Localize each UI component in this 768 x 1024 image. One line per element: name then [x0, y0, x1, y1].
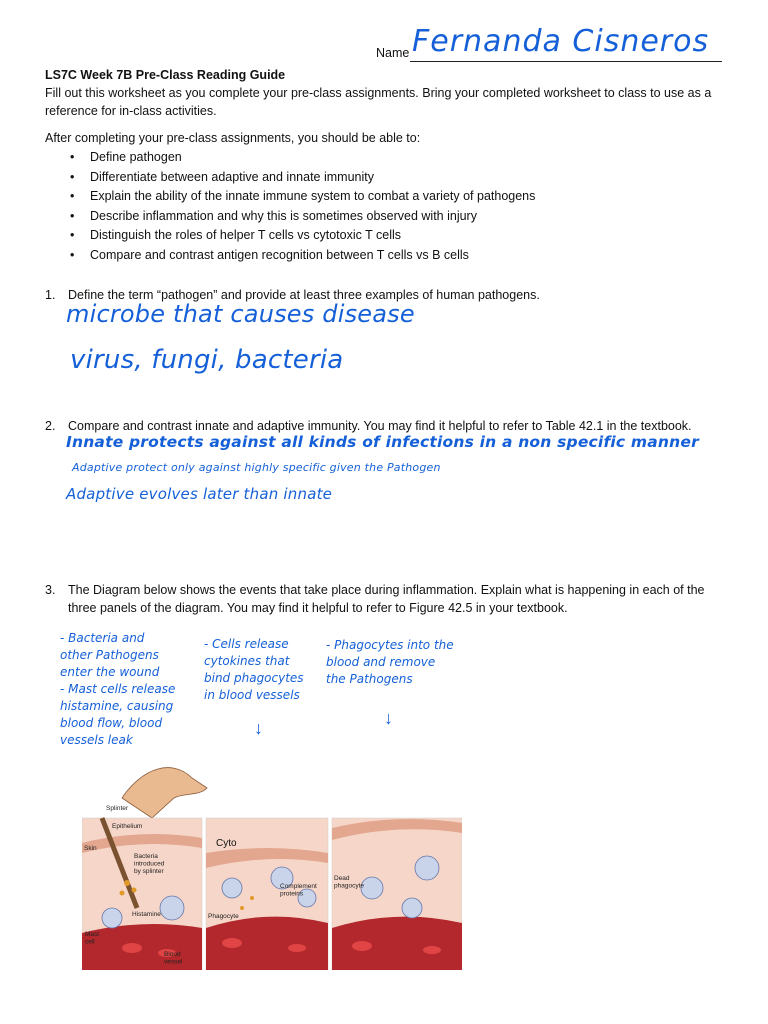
question-number: 1. — [45, 288, 56, 302]
label-complement: Complement proteins — [280, 883, 317, 898]
worksheet-title: LS7C Week 7B Pre-Class Reading Guide — [45, 68, 286, 82]
objectives-intro: After completing your pre-class assignments, you should be able to: — [45, 131, 421, 145]
label-cyto: Cyto — [216, 838, 237, 849]
question-text: Define the term “pathogen” and provide at least three examples of human pathogens. — [68, 288, 540, 302]
label-mast-cell: Mast cell — [85, 931, 100, 946]
label-blood-vessel: Blood vessel — [164, 951, 183, 966]
panel-1 — [82, 818, 202, 970]
answer-2-line-2[interactable]: Adaptive protect only against highly specific given the Pathogen — [72, 461, 441, 474]
question-number: 2. — [45, 419, 56, 433]
down-arrow-icon: ↓ — [384, 708, 393, 728]
answer-2-line-1[interactable]: Innate protects against all kinds of infections in a non specific manner — [66, 433, 699, 451]
label-epithelium: Epithelium — [112, 823, 143, 830]
intro-text: Fill out this worksheet as you complete your pre-class assignments. Bring your completed worksheet to class to use as a reference for in-class activities. — [45, 86, 712, 118]
objective-item: • Explain the ability of the innate immune system to combat a variety of pathogens — [70, 187, 535, 207]
objective-item: • Distinguish the roles of helper T cells vs cytotoxic T cells — [70, 226, 535, 246]
objective-item: • Compare and contrast antigen recognition between T cells vs B cells — [70, 246, 535, 266]
label-histamine: Histamine — [132, 911, 161, 918]
objective-item: • Describe inflammation and why this is sometimes observed with injury — [70, 207, 535, 227]
answer-2-line-3[interactable]: Adaptive evolves later than innate — [66, 485, 333, 503]
label-dead-phagocyte: Dead phagocyte — [334, 875, 364, 890]
answer-3-panel-3[interactable]: - Phagocytes into the blood and remove the Pathogens — [326, 638, 454, 686]
panel-3 — [332, 818, 462, 970]
label-splinter: Splinter — [106, 805, 129, 812]
inflammation-diagram — [82, 758, 462, 970]
objectives-list — [70, 148, 535, 266]
objective-item: • Differentiate between adaptive and innate immunity — [70, 168, 535, 188]
question-number: 3. — [45, 583, 56, 597]
answer-1-line-2[interactable]: virus, fungi, bacteria — [70, 345, 344, 375]
answer-3-panel-2[interactable]: - Cells release cytokines that bind phagocytes in blood vessels — [204, 637, 304, 702]
answer-1-line-1[interactable]: microbe that causes disease — [66, 300, 415, 328]
down-arrow-icon: ↓ — [254, 718, 263, 738]
hand-icon — [122, 768, 207, 818]
label-phagocyte: Phagocyte — [208, 913, 239, 920]
name-line — [410, 61, 722, 62]
question-text: The Diagram below shows the events that take place during inflammation. Explain what is happening in each of the three panels of the diagram. You may find it helpful to refer to Figure 42.5 in your textbook. — [68, 583, 705, 615]
student-name[interactable]: Fernanda Cisneros — [412, 24, 710, 59]
label-skin: Skin — [84, 845, 97, 852]
objective-item: • Define pathogen — [70, 148, 535, 168]
inflammation-illustration — [82, 758, 462, 970]
answer-3-panel-1[interactable]: - Bacteria and other Pathogens enter the wound - Mast cells release histamine, causing blood flow, blood vessels leak — [60, 631, 176, 747]
question-text: Compare and contrast innate and adaptive immunity. You may find it helpful to refer to Table 42.1 in the textbook. — [68, 419, 692, 433]
name-label: Name — [376, 46, 410, 60]
label-bacteria: Bacteria introduced by splinter — [134, 853, 165, 875]
